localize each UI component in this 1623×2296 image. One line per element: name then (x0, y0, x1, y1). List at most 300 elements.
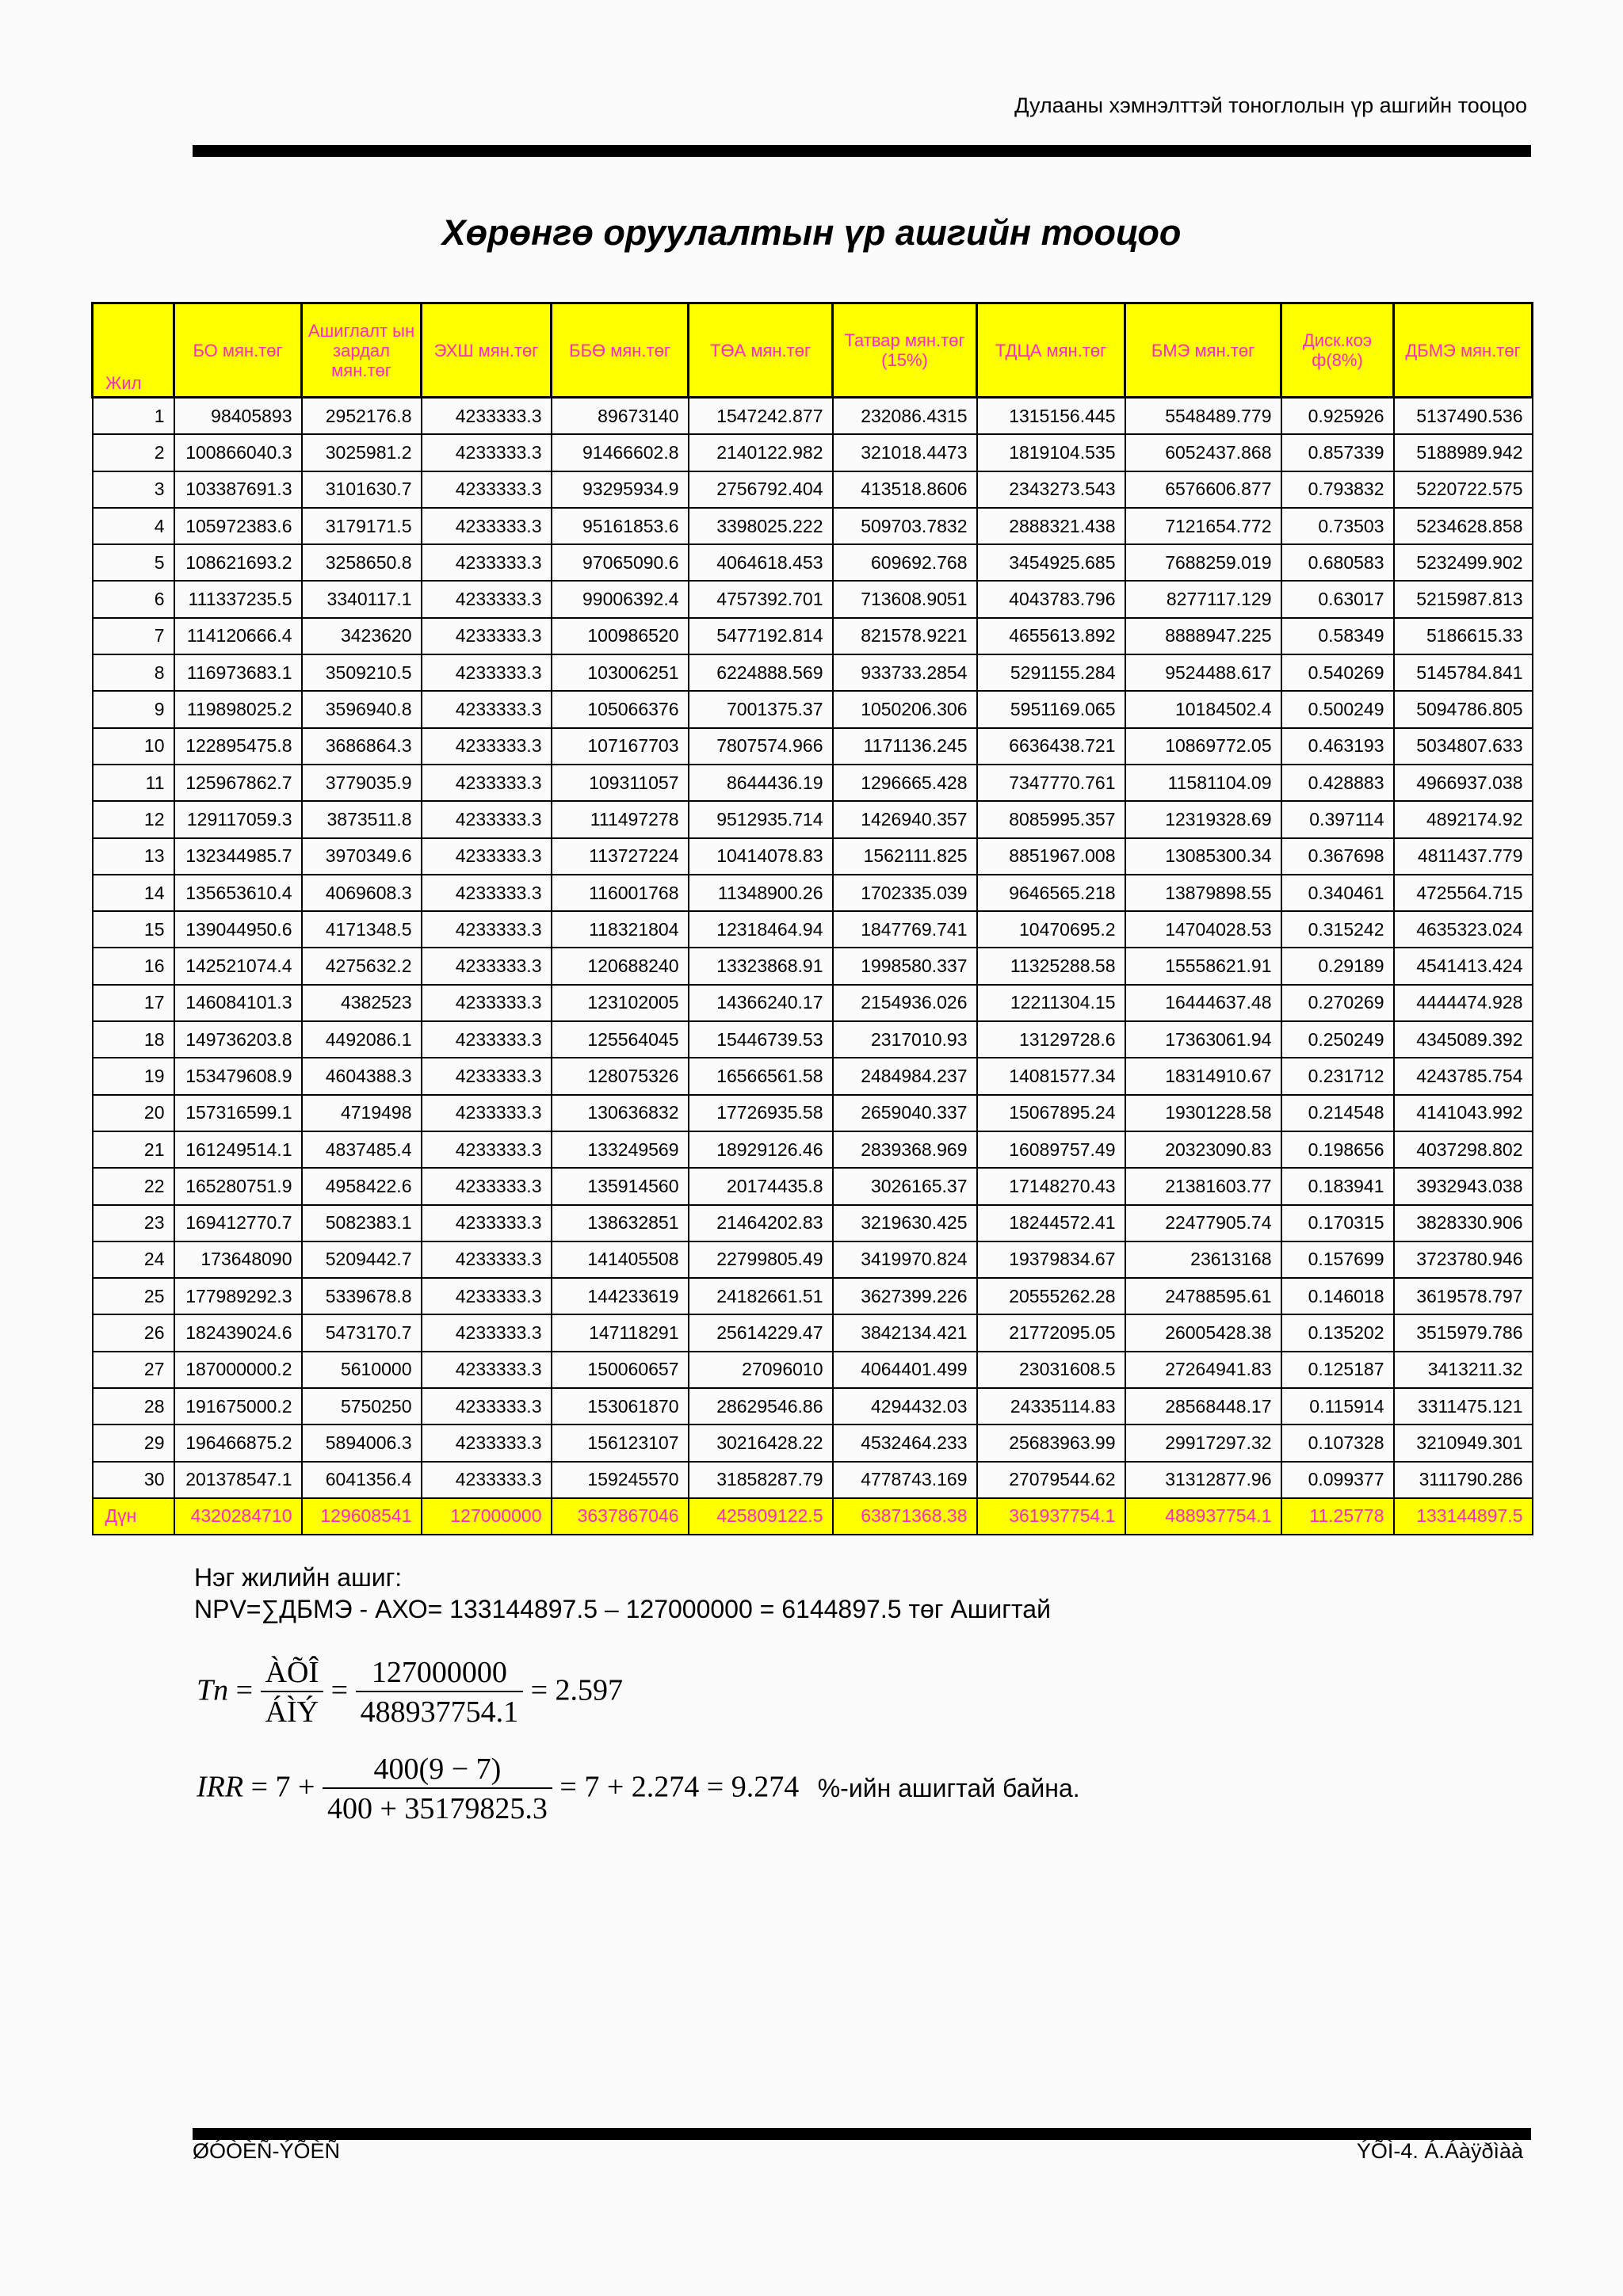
table-cell: 6636438.721 (977, 728, 1125, 765)
table-cell: 4382523 (302, 985, 422, 1021)
formula-tn-den-value: 488937754.1 (360, 1695, 519, 1729)
table-cell: 4043783.796 (977, 581, 1125, 617)
table-cell: 7807574.966 (689, 728, 833, 765)
table-cell: 99006392.4 (552, 581, 689, 617)
table-cell: 24182661.51 (689, 1278, 833, 1314)
formula-irr-result: 9.274 (731, 1770, 800, 1804)
year-cell: 29 (93, 1425, 174, 1461)
table-cell: 4243785.754 (1394, 1058, 1533, 1094)
table-cell: 95161853.6 (552, 508, 689, 544)
table-cell: 1819104.535 (977, 434, 1125, 471)
table-cell: 14704028.53 (1125, 911, 1281, 948)
table-cell: 142521074.4 (174, 948, 302, 984)
table-cell: 4966937.038 (1394, 765, 1533, 801)
table-cell: 0.099377 (1281, 1462, 1394, 1498)
formula-irr-suffix: %-ийн ашигтай байна. (817, 1773, 1080, 1802)
table-cell: 157316599.1 (174, 1095, 302, 1131)
table-cell: 4492086.1 (302, 1021, 422, 1058)
year-cell: 26 (93, 1314, 174, 1351)
table-cell: 5188989.942 (1394, 434, 1533, 471)
table-cell: 7001375.37 (689, 691, 833, 727)
table-cell: 4635323.024 (1394, 911, 1533, 948)
footer-left: ØÓÒÈÑ-ÝÕÈÑ (193, 2139, 341, 2163)
table-cell: 4958422.6 (302, 1168, 422, 1204)
table-cell: 0.29189 (1281, 948, 1394, 984)
table-row (93, 1425, 1533, 1461)
table-cell: 4233333.3 (422, 618, 552, 654)
table-cell: 5232499.902 (1394, 544, 1533, 581)
table-cell: 1847769.741 (833, 911, 977, 948)
year-cell: 3 (93, 471, 174, 508)
table-row (93, 1058, 1533, 1094)
table-cell: 4719498 (302, 1095, 422, 1131)
table-cell: 103387691.3 (174, 471, 302, 508)
table-cell: 114120666.4 (174, 618, 302, 654)
table-cell: 98405893 (174, 398, 302, 435)
table-header-row (93, 303, 1533, 398)
table-cell: 4233333.3 (422, 765, 552, 801)
table-cell: 24788595.61 (1125, 1278, 1281, 1314)
table-cell: 21772095.05 (977, 1314, 1125, 1351)
table-cell: 4345089.392 (1394, 1021, 1533, 1058)
table-cell: 4725564.715 (1394, 875, 1533, 911)
year-cell: 28 (93, 1388, 174, 1425)
year-cell: 22 (93, 1168, 174, 1204)
table-cell: 119898025.2 (174, 691, 302, 727)
table-cell: 7688259.019 (1125, 544, 1281, 581)
table-cell: 13085300.34 (1125, 838, 1281, 875)
table-cell: 4655613.892 (977, 618, 1125, 654)
table-cell: 4294432.03 (833, 1388, 977, 1425)
table-row (93, 911, 1533, 948)
header-cell: Татвар мян.төг (15%) (833, 303, 977, 398)
table-cell: 25683963.99 (977, 1425, 1125, 1461)
table-cell: 4233333.3 (422, 508, 552, 544)
formula-irr-lhs: IRR (197, 1770, 244, 1804)
formula-irr-num: 400(9 − 7) (323, 1751, 552, 1789)
table-cell: 18314910.67 (1125, 1058, 1281, 1094)
table-cell: 3454925.685 (977, 544, 1125, 581)
header-cell: ТДЦА мян.төг (977, 303, 1125, 398)
table-cell: 5610000 (302, 1352, 422, 1388)
table-row (93, 875, 1533, 911)
year-cell: 4 (93, 508, 174, 544)
table-cell: 3970349.6 (302, 838, 422, 875)
table-cell: 26005428.38 (1125, 1314, 1281, 1351)
total-label: Дүн (93, 1498, 174, 1535)
table-cell: 13879898.55 (1125, 875, 1281, 911)
table-cell: 4064401.499 (833, 1352, 977, 1388)
table-cell: 2484984.237 (833, 1058, 977, 1094)
table-row (93, 765, 1533, 801)
table-cell: 321018.4473 (833, 434, 977, 471)
table-cell: 109311057 (552, 765, 689, 801)
formula-irr-den: 400 + 35179825.3 (327, 1792, 548, 1825)
year-cell: 27 (93, 1352, 174, 1388)
formula-irr-base: 7 (275, 1770, 291, 1804)
table-cell: 0.397114 (1281, 801, 1394, 837)
formula-irr: IRR = 7 + $\frac{400(9 - 7)}{400 + 35179825.3}$ = 7 + 2.274 = 9.274 %-ийн ашигтай байна. (197, 1751, 1080, 1829)
year-cell: 8 (93, 654, 174, 691)
table-cell: 3619578.797 (1394, 1278, 1533, 1314)
year-cell: 1 (93, 398, 174, 435)
table-row (93, 1131, 1533, 1168)
table-cell: 0.170315 (1281, 1205, 1394, 1241)
table-cell: 713608.9051 (833, 581, 977, 617)
year-cell: 21 (93, 1131, 174, 1168)
table-cell: 147118291 (552, 1314, 689, 1351)
table-cell: 4837485.4 (302, 1131, 422, 1168)
table-cell: 97065090.6 (552, 544, 689, 581)
header-rule (193, 145, 1531, 157)
table-cell: 201378547.1 (174, 1462, 302, 1498)
year-cell: 9 (93, 691, 174, 727)
table-cell: 0.125187 (1281, 1352, 1394, 1388)
table-cell: 144233619 (552, 1278, 689, 1314)
table-cell: 509703.7832 (833, 508, 977, 544)
formula-tn-num: ÀÕÎ (261, 1654, 324, 1692)
table-cell: 10414078.83 (689, 838, 833, 875)
table-row (93, 1095, 1533, 1131)
table-cell: 5220722.575 (1394, 471, 1533, 508)
footer-right: ÝÕÌ-4. Á.Áàÿðìàà (1356, 2139, 1523, 2163)
table-cell: 0.231712 (1281, 1058, 1394, 1094)
table-row (93, 544, 1533, 581)
table-cell: 165280751.9 (174, 1168, 302, 1204)
table-cell: 1547242.877 (689, 398, 833, 435)
table-cell: 153479608.9 (174, 1058, 302, 1094)
table-cell: 3515979.786 (1394, 1314, 1533, 1351)
table-cell: 4532464.233 (833, 1425, 977, 1461)
table-row (93, 1462, 1533, 1498)
table-cell: 182439024.6 (174, 1314, 302, 1351)
year-cell: 14 (93, 875, 174, 911)
table-cell: 3413211.32 (1394, 1352, 1533, 1388)
investment-table (91, 302, 1533, 1535)
table-cell: 2154936.026 (833, 985, 977, 1021)
table-cell: 3779035.9 (302, 765, 422, 801)
table-cell: 91466602.8 (552, 434, 689, 471)
table-cell: 5215987.813 (1394, 581, 1533, 617)
table-cell: 0.315242 (1281, 911, 1394, 948)
table-cell: 16444637.48 (1125, 985, 1281, 1021)
table-cell: 933733.2854 (833, 654, 977, 691)
table-cell: 4444474.928 (1394, 985, 1533, 1021)
table-cell: 4037298.802 (1394, 1131, 1533, 1168)
table-cell: 3627399.226 (833, 1278, 977, 1314)
table-cell: 5034807.633 (1394, 728, 1533, 765)
table-cell: 21464202.83 (689, 1205, 833, 1241)
table-row (93, 985, 1533, 1021)
year-cell: 18 (93, 1021, 174, 1058)
table-cell: 5477192.814 (689, 618, 833, 654)
total-cell: 133144897.5 (1394, 1498, 1533, 1535)
formula-tn-num-value: 127000000 (356, 1654, 524, 1692)
table-cell: 2659040.337 (833, 1095, 977, 1131)
table-cell: 1296665.428 (833, 765, 977, 801)
table-cell: 0.146018 (1281, 1278, 1394, 1314)
formula-tn-result: 2.597 (555, 1673, 623, 1707)
table-cell: 122895475.8 (174, 728, 302, 765)
table-cell: 27079544.62 (977, 1462, 1125, 1498)
table-cell: 10869772.05 (1125, 728, 1281, 765)
table-cell: 107167703 (552, 728, 689, 765)
table-cell: 24335114.83 (977, 1388, 1125, 1425)
total-cell: 488937754.1 (1125, 1498, 1281, 1535)
table-row (93, 1205, 1533, 1241)
header-cell: Диск.коэ ф(8%) (1281, 303, 1394, 398)
header-cell: БМЭ мян.төг (1125, 303, 1281, 398)
table-cell: 4757392.701 (689, 581, 833, 617)
table-cell: 28568448.17 (1125, 1388, 1281, 1425)
table-row (93, 801, 1533, 837)
table-cell: 12211304.15 (977, 985, 1125, 1021)
year-cell: 19 (93, 1058, 174, 1094)
total-cell: 63871368.38 (833, 1498, 977, 1535)
table-cell: 31858287.79 (689, 1462, 833, 1498)
table-cell: 0.857339 (1281, 434, 1394, 471)
table-cell: 9646565.218 (977, 875, 1125, 911)
table-cell: 161249514.1 (174, 1131, 302, 1168)
table-cell: 120688240 (552, 948, 689, 984)
total-cell: 425809122.5 (689, 1498, 833, 1535)
year-cell: 12 (93, 801, 174, 837)
table-row (93, 581, 1533, 617)
table-cell: 3025981.2 (302, 434, 422, 471)
year-cell: 6 (93, 581, 174, 617)
table-cell: 159245570 (552, 1462, 689, 1498)
table-cell: 21381603.77 (1125, 1168, 1281, 1204)
table-cell: 13129728.6 (977, 1021, 1125, 1058)
year-cell: 11 (93, 765, 174, 801)
note-npv: NPV=∑ДБМЭ - АХО= 133144897.5 – 127000000 = 6144897.5 төг Ашигтай (194, 1595, 1051, 1623)
table-cell: 125564045 (552, 1021, 689, 1058)
table-cell: 3340117.1 (302, 581, 422, 617)
table-cell: 16566561.58 (689, 1058, 833, 1094)
table-cell: 12319328.69 (1125, 801, 1281, 837)
table-cell: 3219630.425 (833, 1205, 977, 1241)
header-cell: ДБМЭ мян.төг (1394, 303, 1533, 398)
table-cell: 3398025.222 (689, 508, 833, 544)
year-cell: 20 (93, 1095, 174, 1131)
table-cell: 3596940.8 (302, 691, 422, 727)
year-cell: 7 (93, 618, 174, 654)
table-cell: 132344985.7 (174, 838, 302, 875)
table-cell: 5094786.805 (1394, 691, 1533, 727)
table-row (93, 654, 1533, 691)
table-cell: 149736203.8 (174, 1021, 302, 1058)
table-cell: 169412770.7 (174, 1205, 302, 1241)
year-cell: 10 (93, 728, 174, 765)
table-cell: 4069608.3 (302, 875, 422, 911)
table-cell: 0.183941 (1281, 1168, 1394, 1204)
table-cell: 413518.8606 (833, 471, 977, 508)
table-cell: 4233333.3 (422, 801, 552, 837)
table-cell: 3723780.946 (1394, 1241, 1533, 1278)
table-cell: 30216428.22 (689, 1425, 833, 1461)
table-cell: 113727224 (552, 838, 689, 875)
table-cell: 5894006.3 (302, 1425, 422, 1461)
table-row (93, 728, 1533, 765)
table-cell: 4233333.3 (422, 1095, 552, 1131)
table-cell: 4171348.5 (302, 911, 422, 948)
table-cell: 187000000.2 (174, 1352, 302, 1388)
table-cell: 11348900.26 (689, 875, 833, 911)
page-title: Хөрөнгө оруулалтын үр ашгийн тооцоо (441, 212, 1182, 253)
table-cell: 3026165.37 (833, 1168, 977, 1204)
table-cell: 4233333.3 (422, 544, 552, 581)
total-cell: 361937754.1 (977, 1498, 1125, 1535)
year-cell: 13 (93, 838, 174, 875)
table-cell: 16089757.49 (977, 1131, 1125, 1168)
table-cell: 3179171.5 (302, 508, 422, 544)
formula-tn-lhs: Tn (197, 1673, 229, 1707)
table-cell: 10470695.2 (977, 911, 1125, 948)
formula-irr-frac (323, 1751, 552, 1829)
table-cell: 6224888.569 (689, 654, 833, 691)
table-cell: 4233333.3 (422, 581, 552, 617)
table-cell: 0.340461 (1281, 875, 1394, 911)
table-cell: 4541413.424 (1394, 948, 1533, 984)
table-cell: 609692.768 (833, 544, 977, 581)
table-cell: 3873511.8 (302, 801, 422, 837)
table-cell: 105972383.6 (174, 508, 302, 544)
table-cell: 17148270.43 (977, 1168, 1125, 1204)
table-cell: 2888321.438 (977, 508, 1125, 544)
total-cell: 129608541 (302, 1498, 422, 1535)
table-cell: 4233333.3 (422, 911, 552, 948)
table-row (93, 948, 1533, 984)
table-row (93, 1241, 1533, 1278)
formula-tn-den: ÁÌÝ (265, 1695, 319, 1729)
table-cell: 0.214548 (1281, 1095, 1394, 1131)
table-cell: 177989292.3 (174, 1278, 302, 1314)
table-cell: 3111790.286 (1394, 1462, 1533, 1498)
table-cell: 18929126.46 (689, 1131, 833, 1168)
table-cell: 3101630.7 (302, 471, 422, 508)
table-cell: 1998580.337 (833, 948, 977, 984)
table-cell: 4233333.3 (422, 1278, 552, 1314)
table-cell: 4778743.169 (833, 1462, 977, 1498)
table-cell: 232086.4315 (833, 398, 977, 435)
table-cell: 8888947.225 (1125, 618, 1281, 654)
table-cell: 0.157699 (1281, 1241, 1394, 1278)
table-cell: 4233333.3 (422, 1131, 552, 1168)
table-cell: 93295934.9 (552, 471, 689, 508)
table-cell: 5951169.065 (977, 691, 1125, 727)
year-cell: 23 (93, 1205, 174, 1241)
table-cell: 13323868.91 (689, 948, 833, 984)
table-cell: 4233333.3 (422, 691, 552, 727)
table-cell: 3932943.038 (1394, 1168, 1533, 1204)
table-cell: 27096010 (689, 1352, 833, 1388)
year-cell: 16 (93, 948, 174, 984)
table-cell: 8644436.19 (689, 765, 833, 801)
table-cell: 8085995.357 (977, 801, 1125, 837)
table-cell: 4233333.3 (422, 948, 552, 984)
table-cell: 7121654.772 (1125, 508, 1281, 544)
table-cell: 111337235.5 (174, 581, 302, 617)
table-cell: 23031608.5 (977, 1352, 1125, 1388)
table-cell: 116001768 (552, 875, 689, 911)
table-cell: 3509210.5 (302, 654, 422, 691)
table-cell: 125967862.7 (174, 765, 302, 801)
table-cell: 14366240.17 (689, 985, 833, 1021)
table-cell: 111497278 (552, 801, 689, 837)
table-cell: 0.63017 (1281, 581, 1394, 617)
table-cell: 15067895.24 (977, 1095, 1125, 1131)
table-cell: 1562111.825 (833, 838, 977, 875)
table-cell: 0.793832 (1281, 471, 1394, 508)
table-cell: 153061870 (552, 1388, 689, 1425)
table-cell: 9524488.617 (1125, 654, 1281, 691)
table-cell: 23613168 (1125, 1241, 1281, 1278)
table-cell: 20174435.8 (689, 1168, 833, 1204)
table-row (93, 508, 1533, 544)
table-cell: 19301228.58 (1125, 1095, 1281, 1131)
table-cell: 0.250249 (1281, 1021, 1394, 1058)
table-cell: 133249569 (552, 1131, 689, 1168)
table-cell: 4233333.3 (422, 434, 552, 471)
table-cell: 5145784.841 (1394, 654, 1533, 691)
table-cell: 4233333.3 (422, 1388, 552, 1425)
table-cell: 4141043.992 (1394, 1095, 1533, 1131)
table-cell: 14081577.34 (977, 1058, 1125, 1094)
year-cell: 30 (93, 1462, 174, 1498)
table-cell: 11325288.58 (977, 948, 1125, 984)
table-cell: 89673140 (552, 398, 689, 435)
table-cell: 3828330.906 (1394, 1205, 1533, 1241)
total-row (93, 1498, 1533, 1535)
table-cell: 4233333.3 (422, 654, 552, 691)
header-cell: ББӨ мян.төг (552, 303, 689, 398)
table-row (93, 1278, 1533, 1314)
total-cell: 127000000 (422, 1498, 552, 1535)
formula-irr-sum: 7 + 2.274 (584, 1770, 700, 1804)
table-cell: 0.428883 (1281, 765, 1394, 801)
table-cell: 4233333.3 (422, 1314, 552, 1351)
table-cell: 6041356.4 (302, 1462, 422, 1498)
table-cell: 4233333.3 (422, 1168, 552, 1204)
table-cell: 4064618.453 (689, 544, 833, 581)
year-cell: 2 (93, 434, 174, 471)
table-cell: 1315156.445 (977, 398, 1125, 435)
table-cell: 6576606.877 (1125, 471, 1281, 508)
table-cell: 20555262.28 (977, 1278, 1125, 1314)
table-cell: 8851967.008 (977, 838, 1125, 875)
year-cell: 15 (93, 911, 174, 948)
table-cell: 15558621.91 (1125, 948, 1281, 984)
table-cell: 9512935.714 (689, 801, 833, 837)
table-cell: 10184502.4 (1125, 691, 1281, 727)
table-cell: 25614229.47 (689, 1314, 833, 1351)
table-cell: 150060657 (552, 1352, 689, 1388)
table-cell: 11581104.09 (1125, 765, 1281, 801)
table-cell: 3686864.3 (302, 728, 422, 765)
table-cell: 31312877.96 (1125, 1462, 1281, 1498)
table-row (93, 471, 1533, 508)
table-cell: 4604388.3 (302, 1058, 422, 1094)
table-cell: 135653610.4 (174, 875, 302, 911)
table-cell: 116973683.1 (174, 654, 302, 691)
table-cell: 5209442.7 (302, 1241, 422, 1278)
table-cell: 4892174.92 (1394, 801, 1533, 837)
table-cell: 2839368.969 (833, 1131, 977, 1168)
table-cell: 5339678.8 (302, 1278, 422, 1314)
table-cell: 1171136.245 (833, 728, 977, 765)
formula-tn-frac1 (261, 1654, 324, 1732)
table-cell: 123102005 (552, 985, 689, 1021)
